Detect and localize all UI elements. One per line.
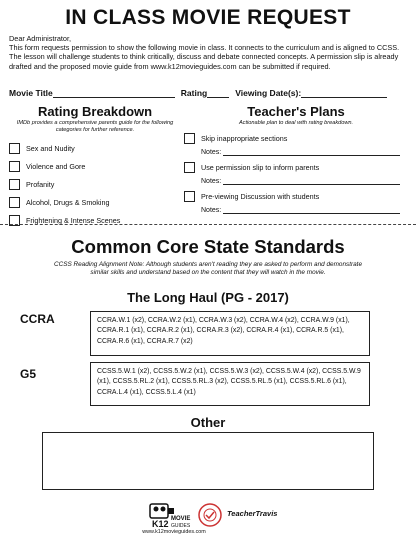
plan-item-label: Pre-viewing Discussion with students bbox=[201, 192, 320, 202]
teacher-plans-subtext: Actionable plan to deal with rating breakdown. bbox=[238, 120, 354, 126]
plan-item-label: Use permission slip to inform parents bbox=[201, 163, 320, 173]
teacher-plans-section bbox=[184, 104, 408, 214]
rating-breakdown-section bbox=[9, 104, 181, 229]
rating-field[interactable] bbox=[207, 89, 229, 98]
checkbox[interactable] bbox=[9, 143, 20, 154]
g5-label: G5 bbox=[20, 367, 37, 381]
svg-text:MOVIE: MOVIE bbox=[171, 516, 191, 522]
rating-label: Rating bbox=[180, 88, 208, 98]
other-notes-box[interactable] bbox=[42, 432, 374, 490]
letter-body: This form requests permission to show the following movie in class. It connects to the curriculum and is aligned to CCSS. The lesson will challenge students to think critically, discuss and debate connected concepts. A permission slip is already drafted and the proposed movie guide from www.k12movieguides.com can be submitted if required. bbox=[9, 43, 400, 71]
cut-line-divider bbox=[0, 224, 416, 225]
svg-text:GUIDES: GUIDES bbox=[171, 523, 191, 529]
rating-item bbox=[9, 193, 181, 211]
ccra-label: CCRA bbox=[20, 312, 55, 326]
viewing-dates-field[interactable] bbox=[301, 89, 387, 98]
checkbox[interactable] bbox=[184, 191, 195, 202]
request-letter bbox=[9, 34, 409, 71]
checkbox[interactable] bbox=[184, 162, 195, 173]
movie-title-field[interactable] bbox=[53, 89, 175, 98]
notes-label: Notes: bbox=[201, 148, 222, 156]
plan-item bbox=[184, 133, 408, 156]
rating-item bbox=[9, 157, 181, 175]
ccra-standards-box: CCRA.W.1 (x2), CCRA.W.2 (x1), CCRA.W.3 (x2), CCRA.W.4 (x2), CCRA.W.9 (x1), CCRA.R.1 (x1), CCRA.R.2 (x1), CCRA.R.3 (x2), CCRA.R.4 (x1), CCRA.R.5 (x1), CCRA.R.6 (x1), CCRA.R.7 (x2) bbox=[90, 311, 370, 356]
rating-item bbox=[9, 211, 181, 229]
checkbox[interactable] bbox=[9, 179, 20, 190]
plan-item bbox=[184, 191, 408, 214]
rating-breakdown-heading: Rating Breakdown bbox=[37, 104, 153, 119]
checkbox[interactable] bbox=[9, 161, 20, 172]
rating-item-label: Alcohol, Drugs & Smoking bbox=[26, 197, 110, 207]
plan-item-label: Skip inappropriate sections bbox=[201, 134, 288, 144]
page-title: IN CLASS MOVIE REQUEST bbox=[65, 6, 351, 29]
ccss-alignment-note: CCSS Reading Alignment Note: Although students aren't reading they are asked to perform and demonstrate similar skills and understand based on the content that they will watch in the movie. bbox=[53, 261, 363, 276]
movie-title-label: Movie Title bbox=[9, 88, 53, 98]
notes-label: Notes: bbox=[201, 206, 222, 214]
teacher-plans-heading: Teacher's Plans bbox=[247, 104, 345, 119]
svg-text:K12: K12 bbox=[152, 519, 169, 529]
ccss-title: Common Core State Standards bbox=[71, 236, 345, 257]
viewing-dates-label: Viewing Date(s): bbox=[235, 88, 302, 98]
footer-url[interactable]: www.k12movieguides.com bbox=[142, 529, 206, 535]
rating-item-label: Frightening & Intense Scenes bbox=[26, 215, 121, 225]
checkbox[interactable] bbox=[184, 133, 195, 144]
author-name: TeacherTravis bbox=[227, 509, 278, 518]
rating-item-label: Sex and Nudity bbox=[26, 143, 75, 153]
rating-item-label: Profanity bbox=[26, 179, 55, 189]
tpt-stamp-icon bbox=[197, 502, 223, 528]
notes-field[interactable] bbox=[223, 206, 400, 214]
rating-checklist bbox=[9, 139, 181, 229]
other-heading: Other bbox=[190, 415, 226, 430]
rating-breakdown-subtext: IMDb provides a comprehensive parents guide for the following categories for further reference. bbox=[16, 120, 174, 133]
plan-item bbox=[184, 162, 408, 185]
movie-fields-row bbox=[9, 88, 409, 98]
g5-standards-box: CCSS.5.W.1 (x2), CCSS.5.W.2 (x1), CCSS.5.W.3 (x2), CCSS.5.W.4 (x2), CCSS.5.W.9 (x1), CCSS.5.RL.2 (x1), CCSS.5.RL.3 (x2), CCSS.5.RL.5 (x1), CCSS.5.RL.6 (x1), CCRA.L.4 (x1), CCSS.5.L.4 (x1) bbox=[90, 362, 370, 406]
notes-field[interactable] bbox=[223, 148, 400, 156]
movie-name: The Long Haul (PG - 2017) bbox=[127, 290, 289, 305]
greeting: Dear Administrator, bbox=[9, 34, 72, 43]
rating-item bbox=[9, 175, 181, 193]
notes-field[interactable] bbox=[223, 177, 400, 185]
notes-label: Notes: bbox=[201, 177, 222, 185]
checkbox[interactable] bbox=[9, 197, 20, 208]
rating-item bbox=[9, 139, 181, 157]
rating-item-label: Violence and Gore bbox=[26, 161, 86, 171]
